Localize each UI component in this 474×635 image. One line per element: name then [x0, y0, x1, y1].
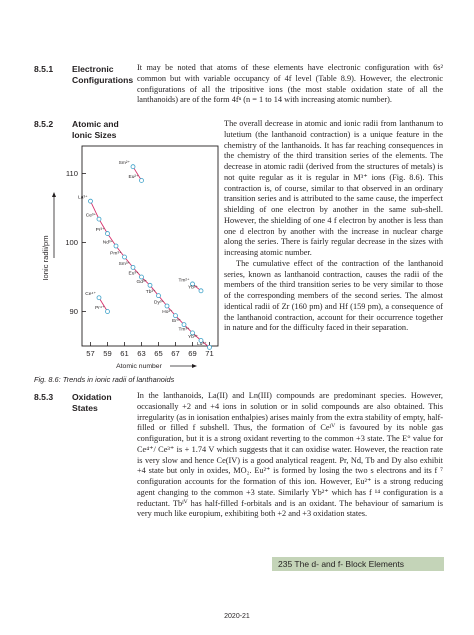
paragraph: It may be noted that atoms of these elements have electronic configuration with 6s² common but with variable occupancy of 4f level (Table 8.9). However, the electronic configurations of all the tripositive ions (the most stable oxidation state of all the lanthanoids) are of the form 4fⁿ (n = 1 to 14 with increasing atomic number).: [137, 63, 443, 105]
point-label: Eu³⁺: [128, 271, 139, 277]
y-tick-label: 110: [65, 169, 78, 179]
section-title: Atomic and Ionic Sizes: [72, 119, 119, 140]
data-point: [89, 199, 93, 203]
data-point: [199, 289, 203, 293]
x-tick-label: 69: [188, 349, 197, 358]
y-axis-arrowhead: [52, 192, 56, 197]
point-label: Er³⁺: [172, 319, 181, 325]
section-number: 8.5.1: [34, 64, 54, 74]
point-label: Pr³⁺: [95, 228, 105, 234]
point-label: Ho³⁺: [162, 310, 173, 316]
point-label: Tm²⁺: [178, 278, 190, 284]
section-number: 8.5.2: [34, 119, 54, 129]
point-label: Sm²⁺: [118, 161, 130, 167]
data-point: [148, 283, 152, 287]
x-axis-arrowhead: [192, 364, 197, 368]
data-point: [131, 265, 135, 269]
section-title: Oxidation States: [72, 392, 112, 413]
point-label: Tb³⁺: [145, 290, 156, 296]
data-point: [131, 165, 135, 169]
data-point: [208, 345, 212, 349]
section-body: [137, 63, 443, 106]
point-label: Ce³⁺: [85, 213, 96, 219]
data-point: [182, 323, 186, 327]
point-label: Tm³⁺: [178, 327, 190, 333]
x-tick-label: 65: [154, 349, 163, 358]
y-axis-label: Ionic radii/pm: [41, 235, 50, 281]
point-label: Dy³⁺: [154, 300, 164, 306]
paragraph: The cumulative effect of the contraction of the lanthanoid series, known as lanthanoid contraction, causes the radii of the members of the third transition series to be very similar to those of the corresponding members of the second series. The almost identical radii of Zr (160 pm) and Hf (159 pm), a consequence of the lanthanoid contraction, account for their occurrence together in nature and for the difficulty faced in their separation.: [224, 258, 443, 333]
data-point: [97, 217, 101, 221]
section-body: [137, 391, 443, 520]
point-label: Eu²⁺: [128, 174, 139, 180]
section-body: [224, 119, 443, 334]
point-label: Yb²⁺: [188, 285, 198, 291]
data-point: [114, 244, 118, 248]
data-point: [106, 310, 110, 314]
plot-area: [65, 146, 218, 372]
x-tick-label: 63: [137, 349, 146, 358]
section-number: 8.5.3: [34, 392, 54, 402]
footer-year: 2020-21: [224, 613, 250, 620]
point-label: Pr⁴⁺: [95, 306, 105, 312]
y-tick-label: 100: [65, 238, 78, 248]
x-tick-label: 57: [86, 349, 95, 358]
point-label: Pm³⁺: [110, 251, 122, 257]
x-tick-label: 67: [171, 349, 180, 358]
ionic-radii-chart: [34, 140, 224, 372]
y-tick-label: 90: [69, 307, 78, 317]
point-label: La³⁺: [78, 195, 88, 201]
point-label: Yb³⁺: [188, 334, 198, 340]
data-point: [140, 275, 144, 279]
data-point: [97, 296, 101, 300]
x-axis-label: Atomic number: [116, 363, 162, 370]
point-label: Gd³⁺: [136, 279, 147, 285]
data-point: [174, 314, 178, 318]
data-point: [106, 232, 110, 236]
data-point: [140, 178, 144, 182]
data-point: [165, 304, 169, 308]
point-label: Sm³⁺: [118, 261, 130, 267]
paragraph: The overall decrease in atomic and ionic radii from lanthanum to lutetium (the lanthanoid contraction) is a unique feature in the chemistry of the lanthanoids. It has far reaching consequences in the chemistry of the third transition series of the elements. The decrease in atomic radii (derived from the structures of metals) is not quite regular as it is regular in M³⁺ ions (Fig. 8.6). This contraction is, of course, similar to that observed in an ordinary transition series and is attributed to the same cause, the imperfect shielding of one electron by another in the same sub-shell. However, the shielding of one 4 f electron by another is less than one d electron by another with the increase in nuclear charge along the series. There is fairly regular decrease in the sizes with increasing atomic number.: [224, 119, 443, 257]
plot-frame: [82, 146, 218, 346]
figure-caption: Fig. 8.6: Trends in ionic radii of lanthanoids: [34, 375, 175, 384]
x-tick-label: 61: [120, 349, 129, 358]
point-label: Ce⁴⁺: [85, 292, 96, 298]
data-point: [123, 255, 127, 259]
x-tick-label: 59: [103, 349, 112, 358]
footer: [278, 559, 404, 569]
section-title: Electronic Configurations: [72, 64, 134, 85]
page-number: 235: [278, 559, 293, 569]
paragraph: In the lanthanoids, La(II) and Ln(III) compounds are predominant species. However, occasionally +2 and +4 ions in solution or in solid compounds are also obtained. This irregularity (as in ionisation enthalpies) arises mainly from the extra stability of empty, half-filled or filled f subshell. Thus, the formation of Ceᴵⱽ is favoured by its noble gas configuration, but it is a strong oxidant reverting to the common +3 state. The E° value for Ce⁴⁺/ Ce³⁺ is + 1.74 V which suggests that it can oxidise water. However, the reaction rate is very slow and hence Ce(IV) is a good analytical reagent. Pr, Nd, Tb and Dy also exhibit +4 state but only in oxides, MO₂. Eu²⁺ is formed by losing the two s electrons and its f ⁷ configuration accounts for the formation of this ion. However, Eu²⁺ is a strong reducing agent changing to the common +3 state. Similarly Yb²⁺ which has f ¹⁴ configuration is a reductant. Tbᴵⱽ has half-filled f-orbitals and is an oxidant. The behaviour of samarium is very much like europium, exhibiting both +2 and +3 oxidation states.: [137, 391, 443, 519]
chapter-title: The d- and f- Block Elements: [294, 559, 405, 569]
x-tick-label: 71: [205, 349, 214, 358]
data-point: [157, 294, 161, 298]
point-label: Lu³⁺: [197, 341, 207, 347]
point-label: Nd³⁺: [102, 240, 113, 246]
